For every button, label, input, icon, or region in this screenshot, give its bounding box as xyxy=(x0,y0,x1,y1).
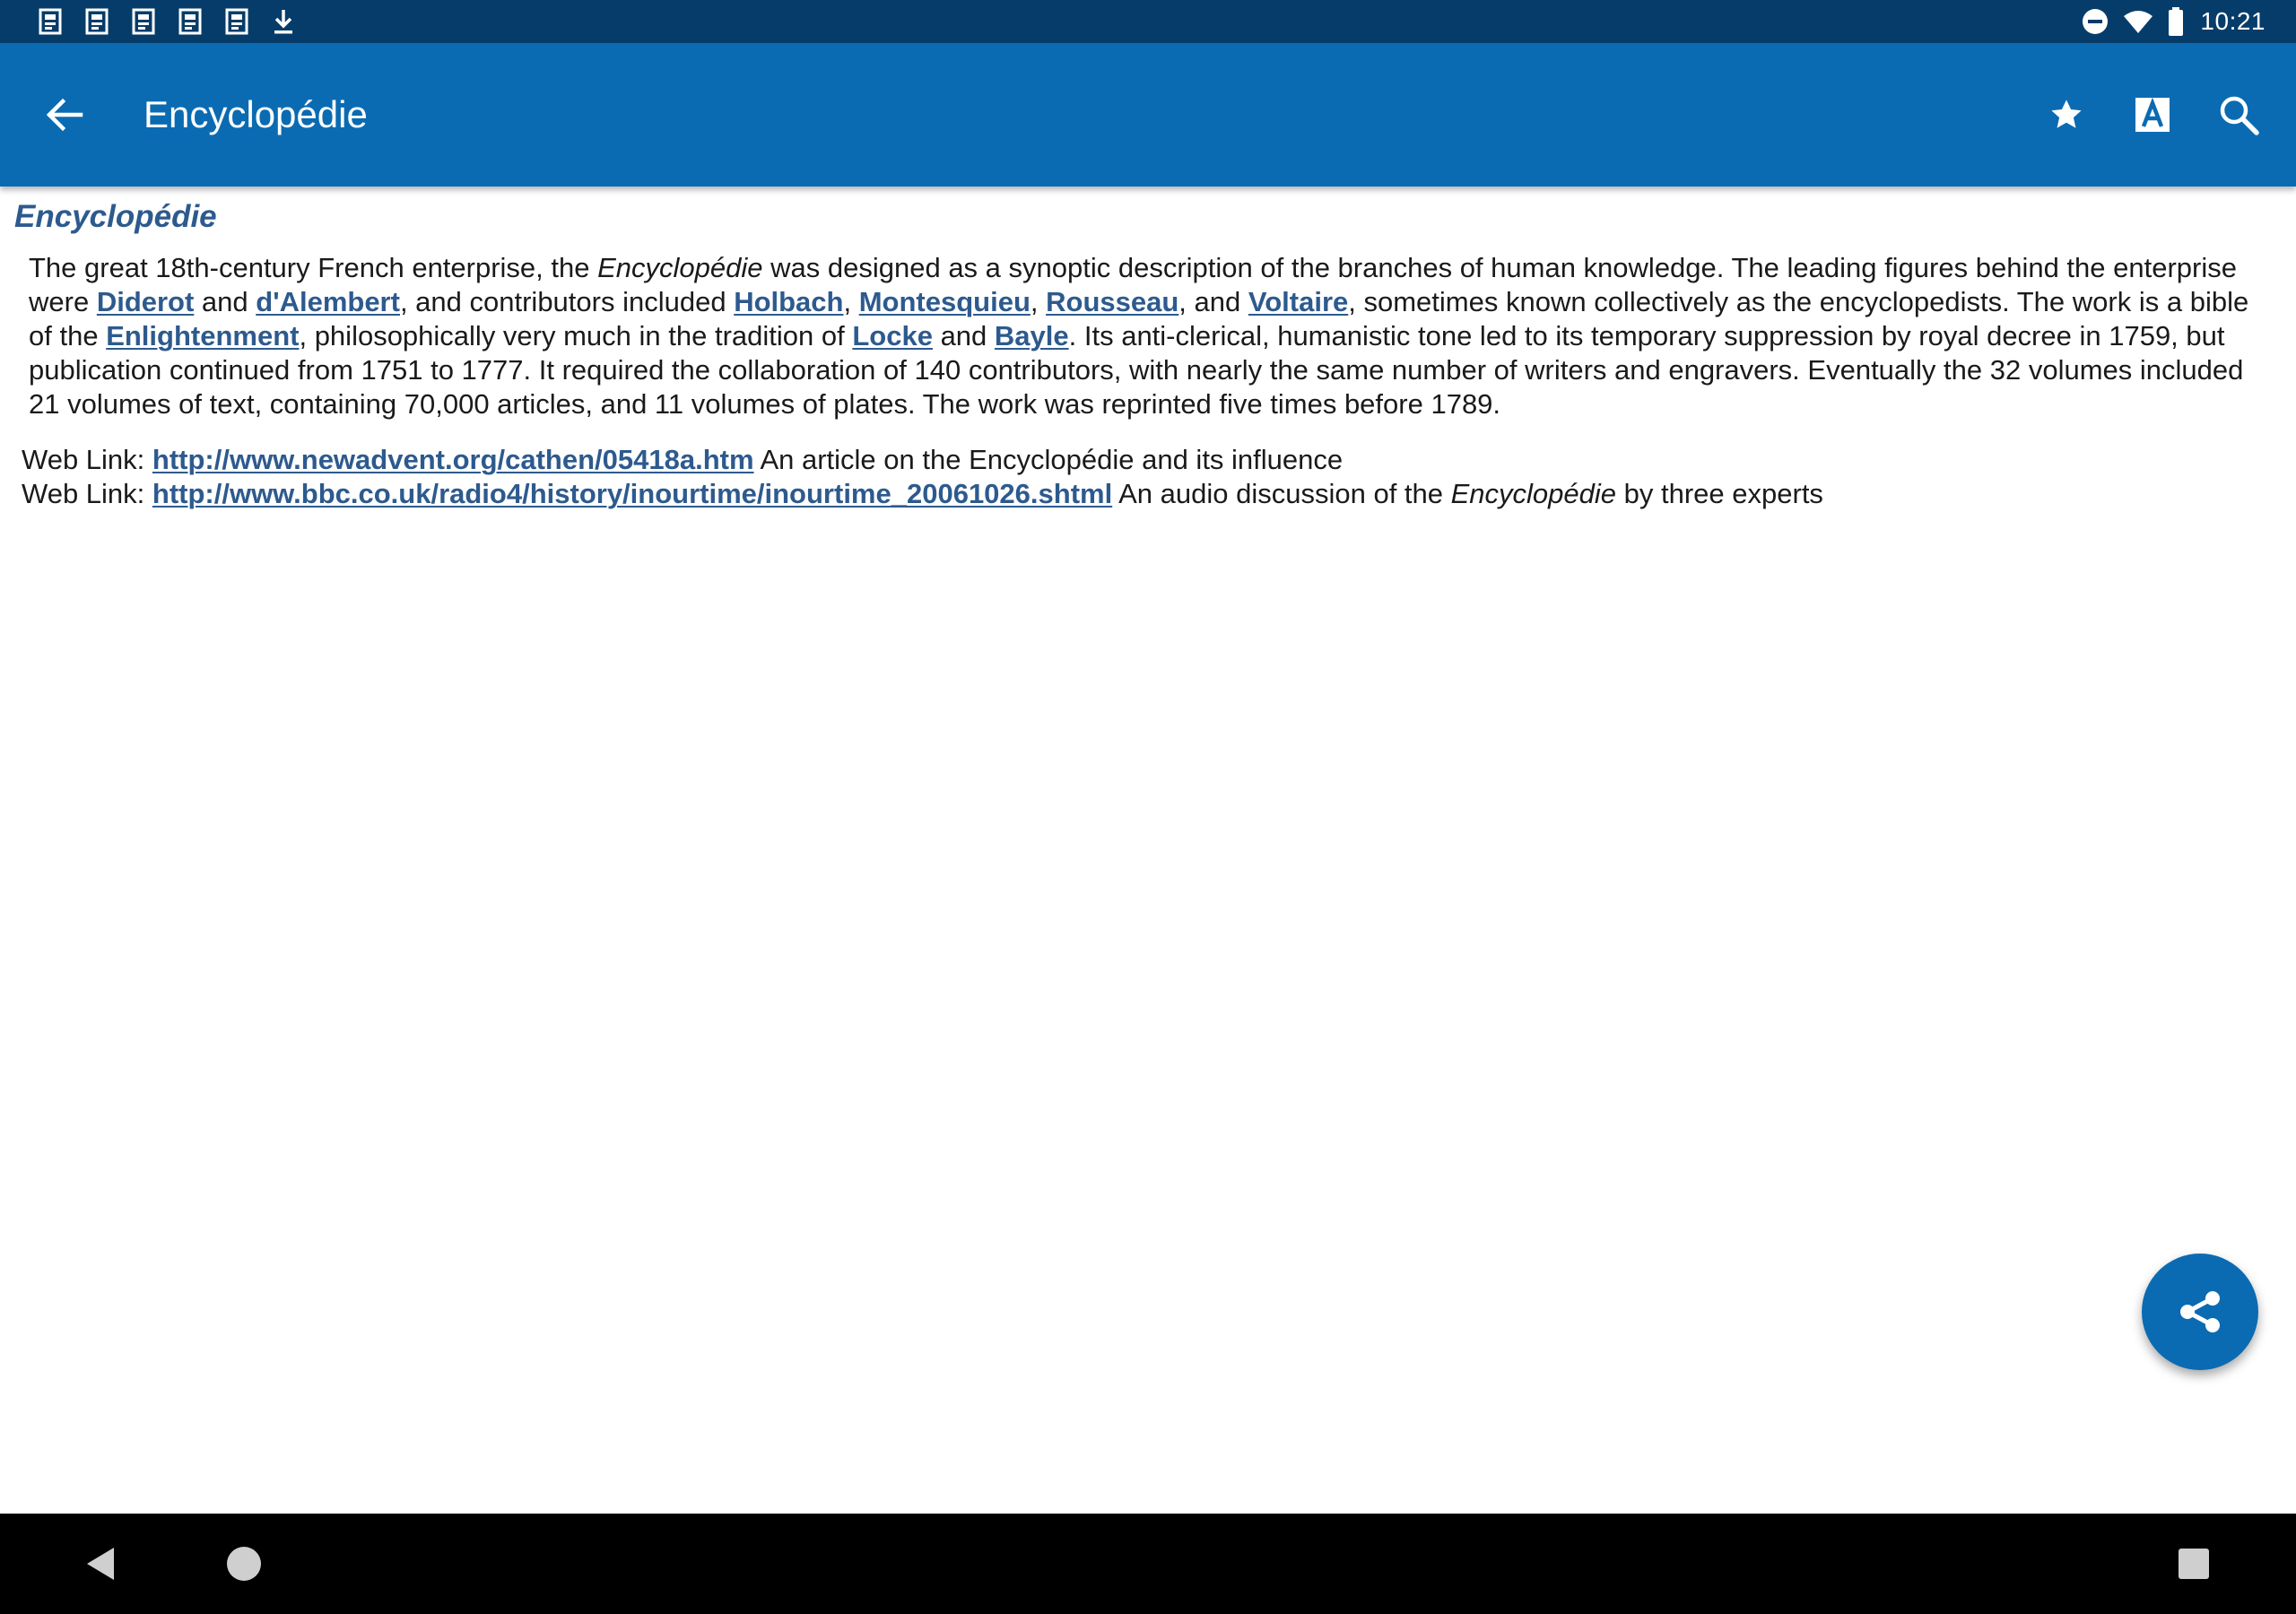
share-button[interactable] xyxy=(2142,1254,2258,1370)
link-holbach[interactable]: Holbach xyxy=(734,286,844,317)
web-link-prefix: Web Link: xyxy=(22,478,152,509)
text-size-button[interactable] xyxy=(2124,86,2181,143)
square-recents-icon xyxy=(2176,1546,2212,1582)
download-icon xyxy=(267,5,300,38)
web-link-description: by three experts xyxy=(1616,478,1823,509)
body-text: and xyxy=(932,320,995,351)
web-link-bbc[interactable]: http://www.bbc.co.uk/radio4/history/inourtime/inourtime_20061026.shtml xyxy=(152,478,1113,509)
notification-icons xyxy=(34,5,314,38)
status-clock: 10:21 xyxy=(2200,7,2266,35)
circle-home-icon xyxy=(224,1544,264,1584)
web-link-row xyxy=(22,477,2273,511)
body-text: , xyxy=(843,286,859,317)
battery-icon xyxy=(2168,7,2184,36)
link-voltaire[interactable]: Voltaire xyxy=(1248,286,1349,317)
news-icon xyxy=(221,5,253,38)
body-text: . Its anti-clerical, humanistic tone led to its temporary suppression by royal decree in 1759, but publication continued from 1751 to 1777. It required the collaboration of 140 contributors, with nearly the same number of writers and engravers. Eventually the 32 volumes included 21 volumes of text, containing 70,000 articles, and 11 volumes of plates. The work was reprinted five times before 1789. xyxy=(29,320,2244,420)
wifi-icon xyxy=(2123,9,2153,34)
web-link-description: An audio discussion of the xyxy=(1112,478,1451,509)
link-montesquieu[interactable]: Montesquieu xyxy=(858,286,1031,317)
do-not-disturb-icon xyxy=(2082,8,2109,35)
navigation-bar xyxy=(0,1514,2296,1614)
body-text: was designed as a synoptic description of the branches of human knowledge. The leading figures behind the enterprise were xyxy=(29,252,2237,317)
page-title: Encyclopédie xyxy=(144,93,368,135)
link-rousseau[interactable]: Rousseau xyxy=(1046,286,1179,317)
news-icon xyxy=(81,5,113,38)
search-icon xyxy=(2217,93,2260,136)
news-icon xyxy=(34,5,66,38)
nav-home-button[interactable] xyxy=(215,1535,273,1592)
star-icon xyxy=(2048,96,2085,134)
news-icon xyxy=(127,5,160,38)
font-size-icon xyxy=(2134,96,2171,134)
nav-back-button[interactable] xyxy=(72,1535,129,1592)
link-dalembert[interactable]: d'Alembert xyxy=(256,286,400,317)
body-text: , and contributors included xyxy=(399,286,735,317)
web-link-newadvent[interactable]: http://www.newadvent.org/cathen/05418a.htm xyxy=(152,444,754,475)
search-button[interactable] xyxy=(2210,86,2267,143)
body-text: The great 18th-century French enterprise, the xyxy=(29,252,598,283)
body-text: , xyxy=(1030,286,1047,317)
back-button[interactable] xyxy=(36,86,93,143)
system-status xyxy=(2067,5,2266,38)
body-text: and xyxy=(194,286,257,317)
article-body xyxy=(29,251,2271,421)
arrow-back-icon xyxy=(45,95,84,134)
body-text: , sometimes known collectively as the encyclopedists. The work is a bible of the xyxy=(29,286,2249,351)
web-link-emphasis: Encyclopédie xyxy=(1450,478,1617,509)
body-text: , and xyxy=(1178,286,1248,317)
share-icon xyxy=(2175,1287,2225,1337)
link-bayle[interactable]: Bayle xyxy=(994,320,1069,351)
nav-recents-button[interactable] xyxy=(2165,1535,2222,1592)
news-icon xyxy=(174,5,206,38)
web-links xyxy=(22,443,2273,511)
body-text: , philosophically very much in the tradition of xyxy=(299,320,853,351)
web-link-description: An article on the Encyclopédie and its influence xyxy=(753,444,1344,475)
app-bar xyxy=(0,43,2296,187)
link-enlightenment[interactable]: Enlightenment xyxy=(106,320,300,351)
article-heading: Encyclopédie xyxy=(14,199,217,234)
link-diderot[interactable]: Diderot xyxy=(96,286,195,317)
web-link-prefix: Web Link: xyxy=(22,444,152,475)
triangle-back-icon xyxy=(83,1544,118,1584)
link-locke[interactable]: Locke xyxy=(852,320,933,351)
status-bar xyxy=(0,0,2296,43)
favorite-button[interactable] xyxy=(2038,86,2095,143)
article-content xyxy=(0,187,2296,1514)
body-emphasis: Encyclopédie xyxy=(597,252,763,283)
web-link-row xyxy=(22,443,2273,477)
